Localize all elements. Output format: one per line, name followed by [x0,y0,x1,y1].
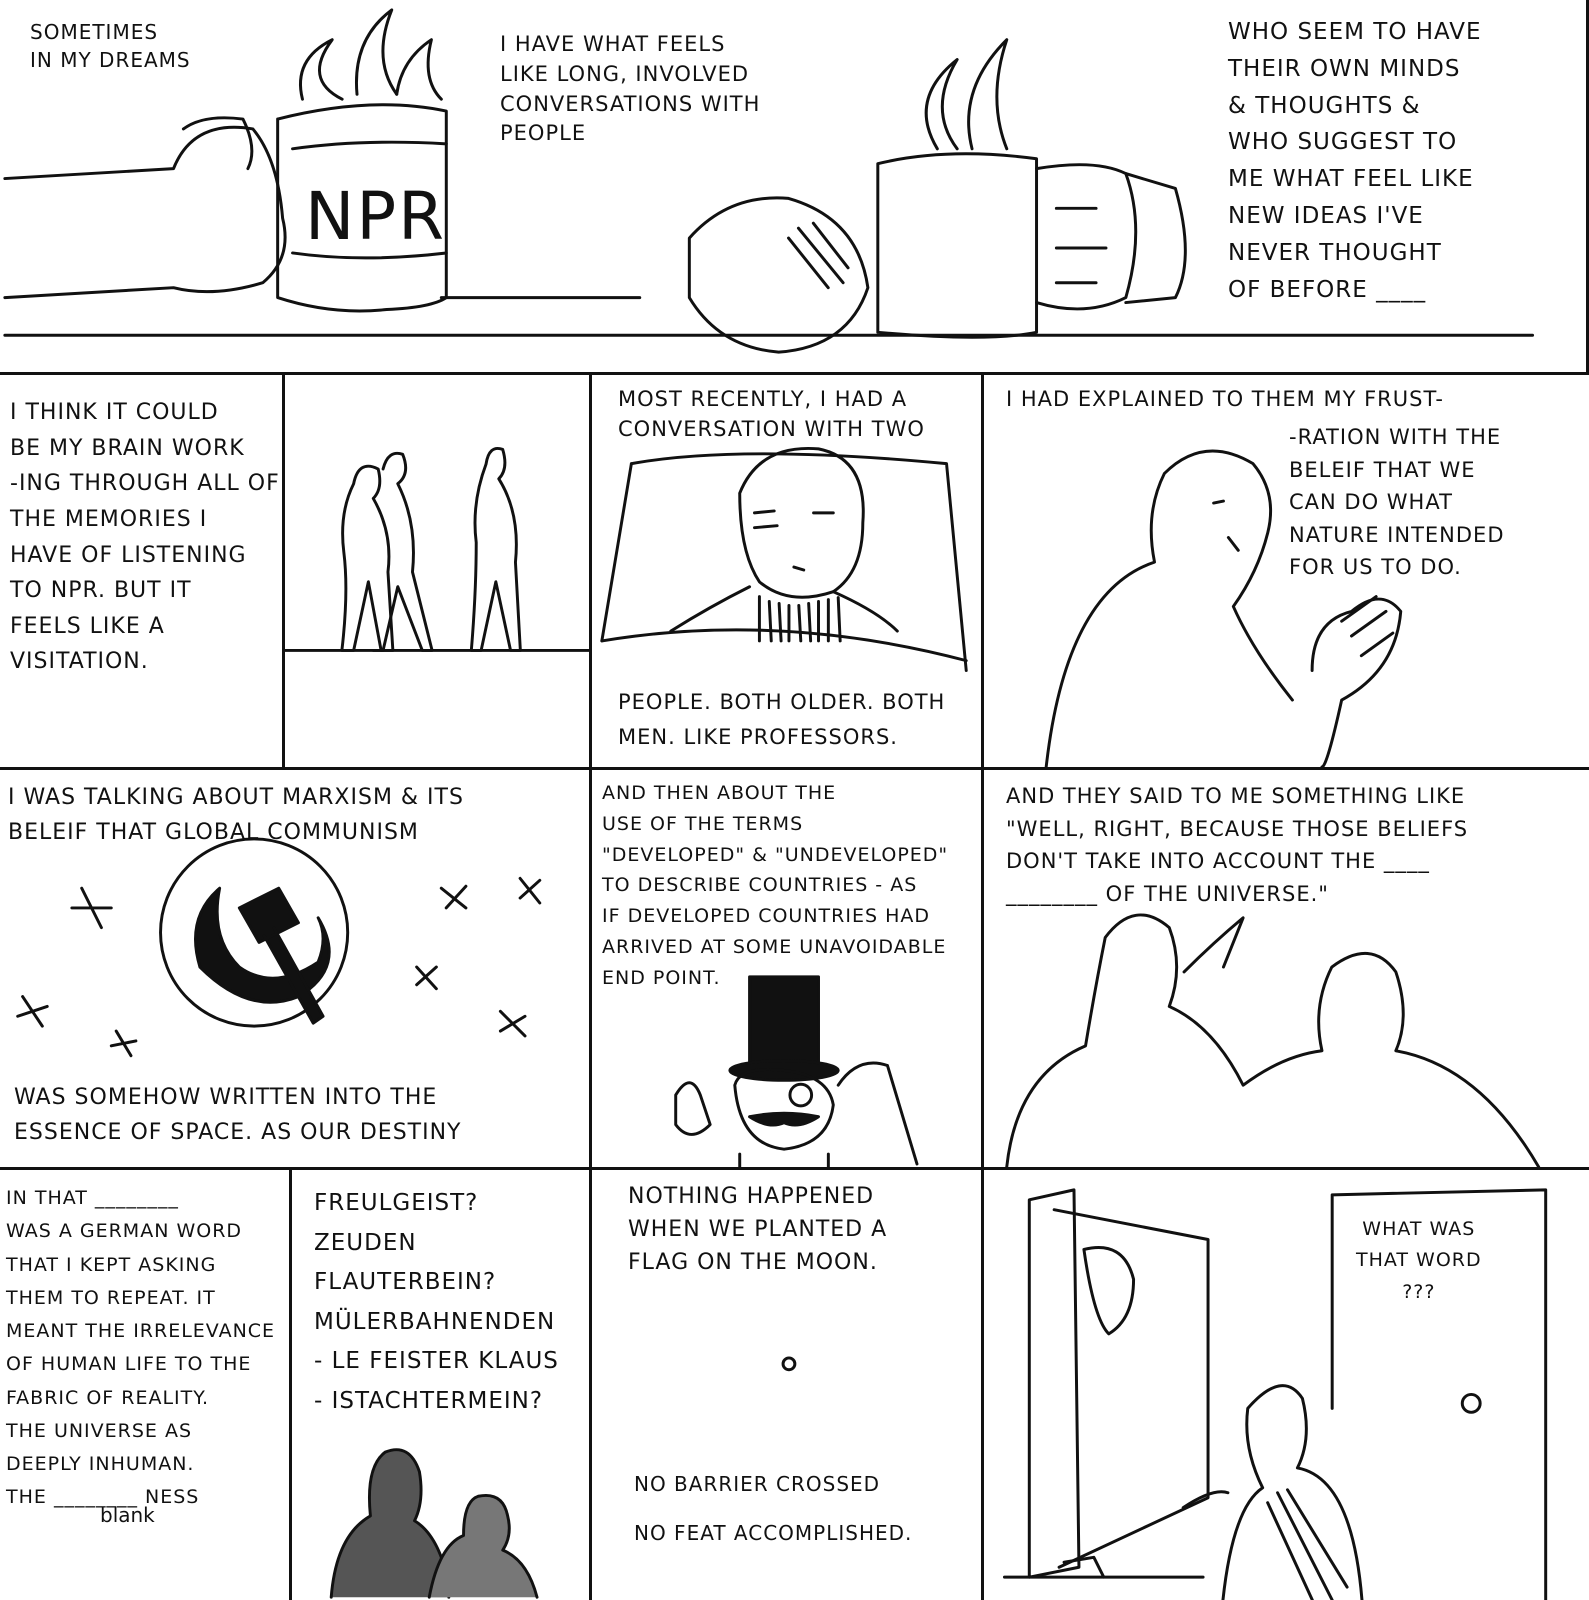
mug-right-icon [878,154,1037,337]
hand-center-icon [689,198,868,352]
panel-row4-1 [0,1167,292,1600]
arm-left-icon [5,127,285,297]
panel-row4-3 [589,1167,984,1600]
row4-caption-1: IN THAT ________ WAS A GERMAN WORD THAT I KEPT ASKING THEM TO REPEAT. IT MEANT THE IRRELEVANCE OF HUMAN LIFE TO THE FABRIC OF REALITY. THE UNIVERSE AS DEEPLY INHUMAN. THE ________ NESS [6,1187,276,1509]
panel-row2-4 [981,372,1589,770]
row1-caption-3: WHO SEEM TO HAVE THEIR OWN MINDS & THOUGHTS & WHO SUGGEST TO ME WHAT FEEL LIKE NEW IDEAS I'VE NEVER THOUGHT OF BEFORE ____ [1228,19,1482,303]
row2-caption-4a: I HAD EXPLAINED TO THEM MY FRUST- [1006,387,1444,411]
mug-label: NPR [305,178,447,255]
mirror-icon [1029,1190,1079,1577]
panel-row3-3 [981,767,1589,1170]
row4-caption-2: FREULGEIST? ZEUDEN FLAUTERBEIN? MÜLERBAHNENDEN - LE FEISTER KLAUS - ISTACHTERMEIN? [314,1190,559,1414]
panel-row2-1 [0,372,285,770]
row1-caption-2: I HAVE WHAT FEELS LIKE LONG, INVOLVED CONVERSATIONS WITH PEOPLE [500,32,761,146]
star-icon [72,888,111,927]
blank-word: blank [100,1503,155,1527]
bathroom-mirror-scene [984,1170,1589,1600]
panel-row4-2 [289,1167,592,1600]
row2-caption-4b: -RATION WITH THE BELEIF THAT WE CAN DO WHAT NATURE INTENDED FOR US TO DO. [1289,425,1505,580]
row3-caption-1-top: I WAS TALKING ABOUT MARXISM & ITS BELEIF THAT GLOBAL COMMUNISM [8,785,464,846]
row4-speech-bubble: WHAT WAS THAT WORD ??? [1356,1218,1482,1303]
row3-caption-2: AND THEN ABOUT THE USE OF THE TERMS "DEVELOPED" & "UNDEVELOPED" TO DESCRIBE COUNTRIES - AS IF DEVELOPED COUNTRIES HAD ARRIVED AT SOME UNAVOIDABLE END POINT. [602,782,949,989]
panel-row3-2 [589,767,984,1170]
panel-row3-1 [0,767,592,1170]
row2-caption-1: I THINK IT COULD BE MY BRAIN WORK -ING THROUGH ALL OF THE MEMORIES I HAVE OF LISTENING TO NPR. BUT IT FEELS LIKE A VISITATION. [10,400,280,675]
row4-caption-3-bottom: NO BARRIER CROSSED NO FEAT ACCOMPLISHED. [634,1472,913,1545]
panel-row4-4 [981,1167,1589,1600]
row3-caption-3: AND THEY SAID TO ME SOMETHING LIKE "WELL, RIGHT, BECAUSE THOSE BELIEFS DON'T TAKE INTO ACCOUNT THE ____ ________ OF THE UNIVERSE." [1006,784,1469,906]
panel-row2-2 [282,372,592,770]
row1-caption-1: SOMETIMES IN MY DREAMS [30,20,191,73]
panel-row1 [0,0,1589,375]
three-walking-figures [285,375,589,767]
row4-caption-3-top: NOTHING HAPPENED WHEN WE PLANTED A FLAG ON THE MOON. [628,1184,888,1275]
row2-caption-3-bottom: PEOPLE. BOTH OLDER. BOTH MEN. LIKE PROFESSORS. [618,690,946,749]
row2-caption-3-top: MOST RECENTLY, I HAD A CONVERSATION WITH TWO [618,387,925,441]
row3-caption-1-bottom: WAS SOMEHOW WRITTEN INTO THE ESSENCE OF SPACE. AS OUR DESTINY [14,1085,462,1146]
panel-row2-3 [589,372,984,770]
